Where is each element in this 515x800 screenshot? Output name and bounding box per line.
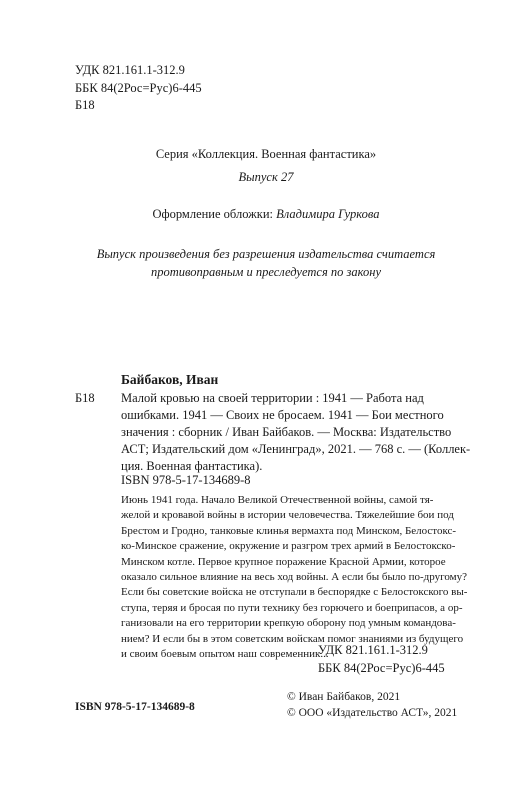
author-mark: Б18 <box>75 98 95 112</box>
catalog-author: Байбаков, Иван <box>121 372 219 387</box>
annotation-line: нием? И если бы в этом советским войскам помог знаниями из будущего <box>121 632 464 645</box>
annotation-line: оказало сильное влияние на весь ход войны. А если бы было по-другому? <box>121 571 467 584</box>
cover-credit-label: Оформление обложки: <box>152 207 274 221</box>
annotation-line: Если бы советские войска не отступали в беспорядке с Белостокского вы- <box>121 586 468 599</box>
description-line: АСТ; Издательский дом «Ленинград», 2021. — 768 с. — (Коллек- <box>121 442 471 456</box>
annotation-line: ганизовали на его территории крепкую оборону под умным командова- <box>121 617 456 630</box>
udk-code: УДК 821.161.1-312.9 <box>318 643 428 657</box>
annotation-line: ко-Минское сражение, окружение и разгром трех армий в Белостокско- <box>121 540 456 553</box>
annotation-line: Брестом и Гродно, танковые клинья вермахта под Минском, Белостокс- <box>121 524 457 537</box>
udk-code: УДК 821.161.1-312.9 <box>75 63 185 77</box>
copyright-block <box>287 689 457 721</box>
description-line: ошибками. 1941 — Своих не бросаем. 1941 — Бои местного <box>121 408 444 422</box>
copyright-publisher: © ООО «Издательство АСТ», 2021 <box>287 707 458 719</box>
cover-artist: Владимира Гуркова <box>276 207 380 221</box>
description-line: ция. Военная фантастика). <box>121 459 263 473</box>
catalog-isbn: ISBN 978-5-17-134689-8 <box>121 473 251 487</box>
annotation <box>121 493 468 662</box>
legal-notice-line: противоправным и преследуется по закону <box>150 264 381 279</box>
classification-codes-top <box>75 62 202 115</box>
catalog-code: Б18 <box>75 391 95 405</box>
series-name: Серия «Коллекция. Военная фантастика» <box>155 147 377 161</box>
bbk-code: ББК 84(2Рос=Рус)6-445 <box>75 80 202 95</box>
annotation-line: желой и кровавой войны в истории человечества. Тяжелейшие бои под <box>121 509 454 522</box>
series-issue: Выпуск 27 <box>238 170 294 184</box>
legal-notice-line: Выпуск произведения без разрешения издательства считается <box>96 247 436 261</box>
classification-codes-bottom <box>318 642 445 677</box>
footer-isbn: ISBN 978-5-17-134689-8 <box>75 701 195 713</box>
catalog-description <box>121 390 471 475</box>
annotation-line: и своим боевым опытом наш современник... <box>121 648 329 661</box>
annotation-line: Минском котле. Первое крупное поражение Красной Армии, которое <box>121 555 446 568</box>
cover-credit <box>75 207 457 222</box>
legal-notice <box>75 246 457 281</box>
annotation-line: Июнь 1941 года. Начало Великой Отечественной войны, самой тя- <box>121 494 434 506</box>
description-line: значения : сборник / Иван Байбаков. — Москва: Издательство <box>121 425 452 439</box>
copyright-author: © Иван Байбаков, 2021 <box>287 691 401 703</box>
annotation-line: ступа, теряя и бросая по пути технику без горючего и боеприпасов, а ор- <box>121 601 463 614</box>
description-line: Малой кровью на своей территории : 1941 — Работа над <box>121 391 424 405</box>
bbk-code: ББК 84(2Рос=Рус)6-445 <box>318 660 445 675</box>
